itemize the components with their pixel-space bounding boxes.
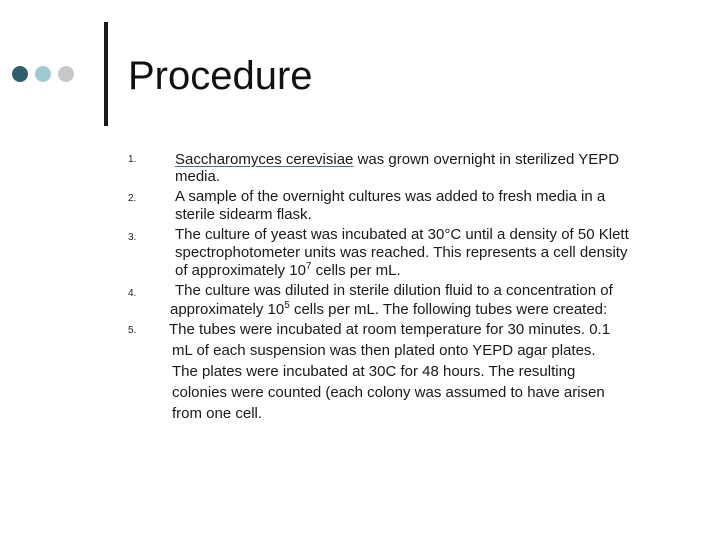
bullet-dots <box>12 66 74 82</box>
list-item-line: The culture was diluted in sterile dilution fluid to a concentration of <box>175 282 613 299</box>
list-item-line: media. <box>175 168 221 185</box>
step-text: cells per mL. <box>311 262 401 279</box>
list-item-line: The tubes were incubated at room temperature for 30 minutes. 0.1 <box>169 321 611 338</box>
step-text: approximately 10 <box>170 301 285 318</box>
step-number: 2. <box>128 193 137 204</box>
step-text: was grown overnight in sterilized YEPD <box>353 151 620 168</box>
list-item-line: mL of each suspension was then plated onto YEPD agar plates. <box>172 342 596 359</box>
dot-light <box>35 66 51 82</box>
list-item-line <box>170 300 607 321</box>
step-text: of approximately 10 <box>175 262 306 279</box>
list-item-line: A sample of the overnight cultures was added to fresh media in a <box>175 188 606 205</box>
list-item-line: spectrophotometer units was reached. This represents a cell density <box>175 244 628 261</box>
step-number: 1. <box>128 154 137 165</box>
title-divider <box>104 22 108 126</box>
list-item-line: colonies were counted (each colony was assumed to have arisen <box>172 384 605 401</box>
step-text: cells per mL. The following tubes were created: <box>289 301 608 318</box>
list-item-line: The culture of yeast was incubated at 30°C until a density of 50 Klett <box>175 226 629 243</box>
list-item-line: sterile sidearm flask. <box>175 206 312 223</box>
dot-dark <box>12 66 28 82</box>
list-item-line <box>175 150 619 169</box>
list-item-line: The plates were incubated at 30C for 48 hours. The resulting <box>172 363 576 380</box>
exponent: 5 <box>284 300 290 311</box>
dot-gray <box>58 66 74 82</box>
step-number: 3. <box>128 232 137 243</box>
list-item-line: from one cell. <box>172 405 263 422</box>
exponent: 7 <box>305 261 312 272</box>
step-number: 5. <box>128 325 137 336</box>
page-title: Procedure <box>128 54 313 98</box>
list-item-line <box>175 261 401 282</box>
step-number: 4. <box>128 288 137 299</box>
organism-name: Saccharomyces cerevisiae <box>175 151 354 168</box>
